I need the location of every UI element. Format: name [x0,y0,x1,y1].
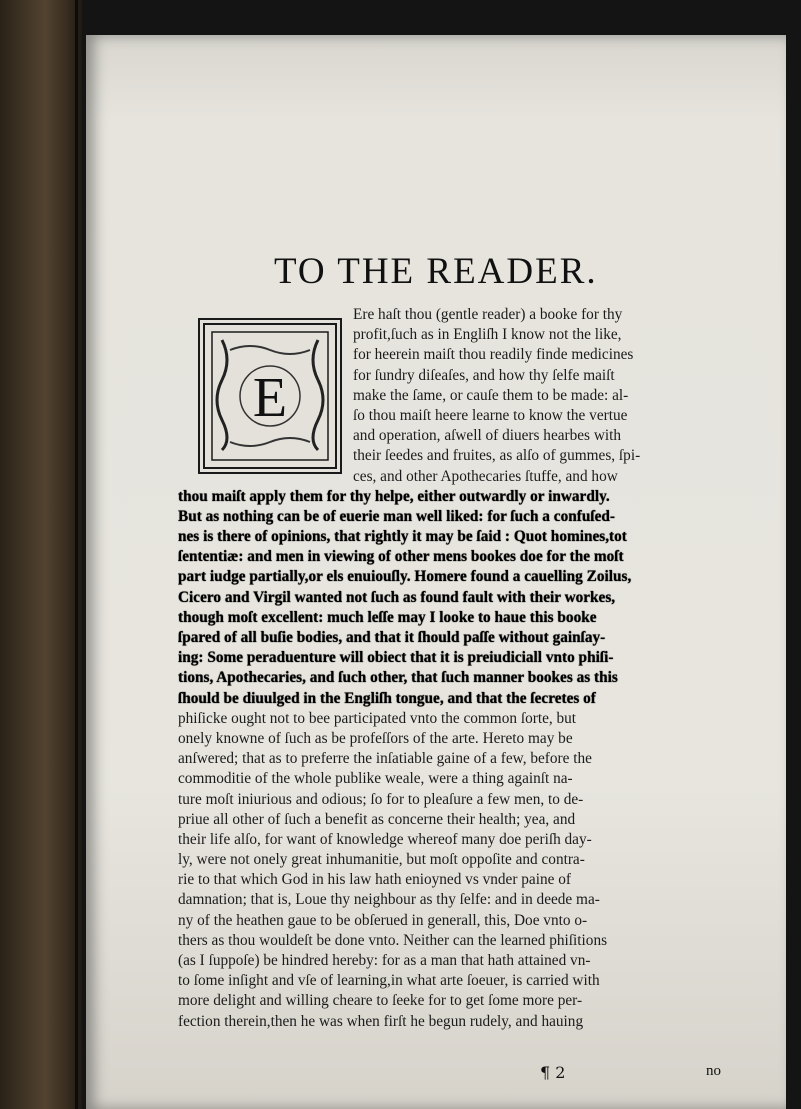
text-line: onely knowne of ſuch as be profeſſors of the arte. Hereto may be [178,729,573,747]
text-line: But as nothing can be of euerie man well liked: for ſuch a confuſed- [178,507,615,525]
text-line: and operation, aſwell of diuers hearbes with [353,427,622,445]
text-line: thers as thou wouldeſt be done vnto. Neither can the learned phiſitions [178,931,608,949]
text-line: thou maiſt apply them for thy helpe, either outwardly or inwardly. [178,487,610,505]
text-line: though moſt excellent: much leſſe may I looke to haue this booke [178,608,597,626]
text-line: ny of the heathen gaue to be obſerued in generall, this, Doe vnto o- [178,911,588,929]
page-heading: TO THE READER. [274,251,598,292]
text-line: phiſicke ought not to bee participated vnto the common ſorte, but [178,709,577,727]
text-line: commoditie of the whole publike weale, were a thing againſt na- [178,770,573,788]
text-line: ture moſt iniurious and odious; ſo for to pleaſure a few men, to de- [178,790,584,808]
text-line: (as I ſuppoſe) be hindred hereby: for as a man that hath attained vn- [178,952,591,969]
body-text [178,305,801,1032]
text-line: ſententiæ: and men in viewing of other mens bookes doe for the moſt [178,548,624,566]
text-line: ſpared of all buſie bodies, and that it ſhould paſſe without gainſay- [178,629,606,646]
text-line: their ſeedes and fruites, as alſo of gummes, ſpi- [353,447,641,465]
text-line: for ſundry diſeaſes, and how thy ſelfe maiſt [353,366,615,384]
text-line: ſo thou maiſt heere learne to know the vertue [353,406,628,424]
text-line: anſwered; that as to preferre the inſatiable gaine of a few, before the [178,750,592,768]
page-footer [86,1063,786,1085]
signature-mark: ¶ 2 [540,1063,566,1082]
text-line: for heerein maiſt thou readily finde medicines [353,346,634,364]
text-line: damnation; that is, Loue thy neighbour as thy ſelfe: and in deede ma- [178,891,600,909]
text-line: ces, and other Apothecaries ſtuffe, and how [353,467,618,485]
text-line: priue all other of ſuch a benefit as concerne their health; yea, and [178,810,576,828]
text-line: nes is there of opinions, that rightly it may be ſaid : Quot homines,tot [178,528,627,546]
text-line: rie to that which God in his law hath enioyned vs vnder paine of [178,871,571,889]
text-line: ing: Some peraduenture will obiect that it is preiudiciall vnto phiſi- [178,649,614,667]
text-line: profit,ſuch as in Engliſh I know not the like, [353,326,622,344]
text-line: fection therein,then he was when firſt he begun rudely, and hauing [178,1012,584,1030]
text-line: Ere haſt thou (gentle reader) a booke for thy [353,306,623,323]
text-line: more delight and willing cheare to ſeeke for to get ſome more per- [178,992,583,1010]
text-line: ſhould be diuulged in the Engliſh tongue, and that the ſecretes of [178,689,596,707]
catchword: no [706,1063,721,1079]
initial-letter: E [252,367,288,429]
text-line: Cicero and Virgil wanted not ſuch as found fault with their workes, [178,588,616,606]
book-page [86,35,786,1109]
text-line: tions, Apothecaries, and ſuch other, that ſuch manner bookes as this [178,669,618,687]
text-line: ly, were not onely great inhumanitie, but moſt oppoſite and contra- [178,851,585,869]
text-line: their life alſo, for want of knowledge whereof many doe periſh day- [178,830,592,848]
text-line: make the ſame, or cauſe them to be made: al- [353,386,629,404]
text-line: part iudge partially,or els enuiouſly. Homere found a cauelling Zoilus, [178,568,632,586]
facing-page-edge [0,0,82,1109]
text-line: to ſome inſight and vſe of learning,in what arte ſoeuer, is carried with [178,972,600,990]
